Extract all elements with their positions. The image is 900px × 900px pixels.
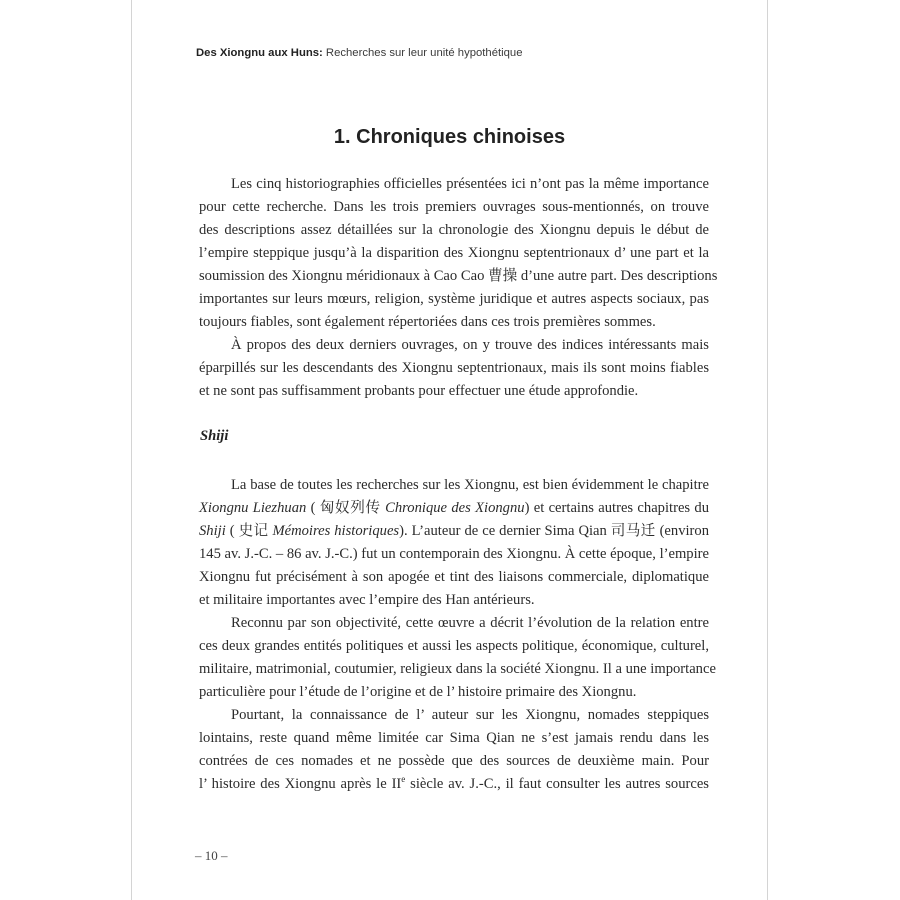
text-line: soumission des Xiongnu méridionaux à Cao Cao 曹操 d’une autre part. Des descriptions: [199, 268, 718, 284]
text-line: La base de toutes les recherches sur les Xiongnu, est bien évidemment le chapitre: [231, 477, 709, 493]
italic-title: Mémoires historiques: [272, 523, 400, 539]
italic-title: Chronique des Xiongnu: [385, 500, 525, 516]
text-line: ces deux grandes entités politiques et aussi les aspects politique, économique, culturel,: [199, 638, 709, 654]
shiji-paragraphs: [199, 474, 716, 796]
text-line: Pourtant, la connaissance de l’ auteur sur les Xiongnu, nomades steppiques: [231, 707, 709, 723]
text-line: Xiongnu Liezhuan ( 匈奴列传 Chronique des Xiongnu) et certains autres chapitres du: [199, 500, 710, 516]
text-line: Shiji ( 史记 Mémoires historiques). L’auteur de ce dernier Sima Qian 司马迁 (environ: [199, 523, 710, 539]
running-head-subtitle: Recherches sur leur unité hypothétique: [322, 47, 523, 59]
text-line: lointains, reste quand même limitée car Sima Qian ne s’est jamais rendu dans les: [199, 730, 709, 746]
text-line: et militaire importantes avec l’empire des Han antérieurs.: [199, 592, 535, 608]
text-line: et ne sont pas suffisamment probants pour effectuer une étude approfondie.: [199, 383, 639, 399]
text-line: l’ histoire des Xiongnu après le IIe siècle av. J.-C., il faut consulter les autres sources: [199, 774, 709, 792]
italic-title: Xiongnu Liezhuan: [199, 500, 307, 516]
page-number: – 10 –: [195, 848, 228, 863]
chapter-title: 1. Chroniques chinoises: [333, 126, 566, 148]
section-heading-shiji: Shiji: [200, 428, 229, 444]
text-line: Reconnu par son objectivité, cette œuvre a décrit l’évolution de la relation entre: [231, 615, 709, 631]
superscript: e: [401, 774, 406, 785]
text-line: éparpillés sur les descendants des Xiongnu septentrionaux, mais ils sont moins fiables: [199, 360, 709, 376]
book-page: [131, 0, 768, 900]
italic-title: Shiji: [199, 523, 226, 539]
text-line: Xiongnu fut précisément à son apogée et tint des liaisons commerciale, diplomatique: [199, 569, 709, 585]
text-line: 145 av. J.-C. – 86 av. J.-C.) fut un contemporain des Xiongnu. À cette époque, l’empire: [199, 546, 709, 562]
text-line: Les cinq historiographies officielles présentées ici n’ont pas la même importance: [231, 176, 709, 192]
text-line: l’empire steppique jusqu’à la disparition des Xiongnu septentrionaux d’ une part et la: [199, 245, 709, 261]
text-line: pour cette recherche. Dans les trois premiers ouvrages sous-mentionnés, on trouve: [199, 199, 709, 215]
intro-paragraphs: [199, 173, 718, 403]
running-head-title: Des Xiongnu aux Huns:: [196, 47, 323, 59]
text-line: des descriptions assez détaillées sur la chronologie des Xiongnu depuis le début de: [199, 222, 709, 238]
text-line: À propos des deux derniers ouvrages, on y trouve des indices intéressants mais: [231, 337, 709, 353]
text-line: toujours fiables, sont également répertoriées dans ces trois premières sommes.: [199, 314, 656, 330]
text-line: militaire, matrimonial, coutumier, religieux dans la société Xiongnu. Il a une importance: [199, 661, 716, 677]
running-head: [196, 47, 523, 59]
text-line: particulière pour l’étude de l’origine et de l’ histoire primaire des Xiongnu.: [199, 684, 637, 700]
text-line: contrées de ces nomades et ne possède que des sources de deuxième main. Pour: [199, 753, 709, 769]
text-line: importantes sur leurs mœurs, religion, système juridique et autres aspects sociaux, pas: [199, 291, 709, 307]
